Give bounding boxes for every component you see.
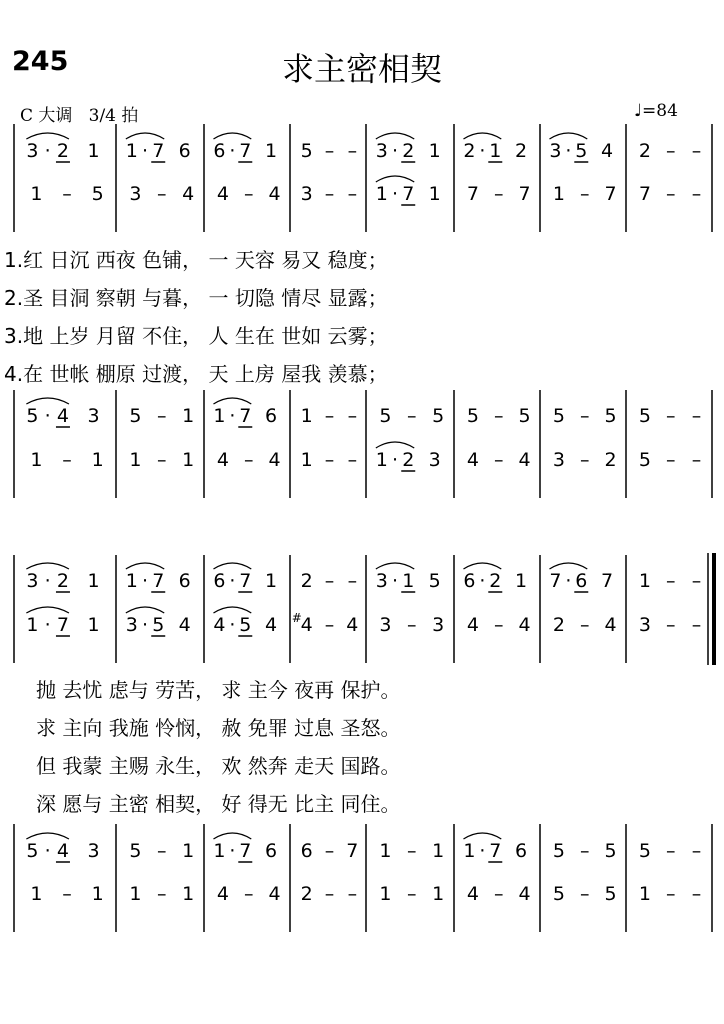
note-symbol: – (62, 183, 72, 205)
note-symbol: – (157, 840, 167, 862)
slur (26, 607, 69, 613)
note-symbol: 6 (265, 405, 278, 427)
note-symbol: 4 (182, 183, 195, 205)
note-symbol: – (665, 614, 676, 636)
note-symbol: – (579, 614, 590, 636)
note-symbol: 4 (601, 140, 614, 162)
note-symbol: – (243, 183, 254, 205)
note-symbol: 1 (30, 883, 43, 905)
note-symbol: · (142, 140, 149, 162)
note-symbol: 5 (152, 614, 165, 636)
note-symbol: 4 (56, 840, 70, 862)
note-symbol: 3 (125, 614, 138, 636)
verse-4-line-a: 4.在 世帐 棚原 过渡， 天 上房 屋我 羡慕； (4, 362, 388, 386)
note-symbol: 1 (87, 614, 100, 636)
note-symbol: 1 (125, 570, 138, 592)
note-symbol: 1 (182, 405, 195, 427)
hymn-number: 245 (12, 46, 69, 77)
note-symbol: 3 (129, 183, 142, 205)
note-symbol: · (229, 405, 236, 427)
note-symbol: 4 (518, 449, 531, 471)
time-signature: 3/4 拍 (88, 106, 139, 126)
note-symbol: 1 (432, 840, 445, 862)
note-symbol: 1 (300, 449, 313, 471)
note-symbol: 1 (552, 183, 565, 205)
slur (213, 833, 251, 839)
note-symbol: 2 (56, 140, 70, 162)
slur (213, 563, 251, 569)
note-symbol: 5 (638, 405, 651, 427)
note-symbol: 3 (26, 140, 39, 162)
quarter-note-icon: ♩ (634, 101, 643, 121)
key-signature: C 大调 (20, 106, 73, 126)
note-symbol: – (579, 183, 590, 205)
note-symbol: · (142, 570, 149, 592)
note-symbol: – (324, 614, 335, 636)
note-symbol: 1 (379, 883, 392, 905)
note-symbol: · (229, 140, 236, 162)
note-symbol: · (479, 570, 486, 592)
note-symbol: 1 (129, 883, 142, 905)
note-symbol: 1 (182, 449, 195, 471)
note-symbol: – (324, 570, 335, 592)
note-symbol: – (691, 840, 702, 862)
note-symbol: – (665, 883, 676, 905)
note-symbol: 7 (239, 840, 252, 862)
slur (376, 442, 414, 448)
note-symbol: – (691, 183, 702, 205)
note-symbol: 1 (91, 449, 104, 471)
note-symbol: – (324, 449, 335, 471)
note-symbol: 3 (87, 405, 100, 427)
note-symbol: 1 (265, 140, 278, 162)
note-symbol: 4 (466, 883, 479, 905)
slur (213, 607, 251, 613)
note-symbol: 7 (549, 570, 562, 592)
note-symbol: 1 (213, 840, 226, 862)
note-symbol: 4 (216, 183, 229, 205)
slur (463, 833, 501, 839)
note-symbol: 3 (26, 570, 39, 592)
verse-3-line-a: 3.地 上岁 月留 不住， 人 生在 世如 云雾； (4, 324, 388, 348)
note-symbol: 4 (268, 183, 281, 205)
note-symbol: 4 (56, 405, 70, 427)
note-symbol: 5 (91, 183, 104, 205)
note-symbol: – (493, 183, 504, 205)
note-symbol: – (665, 449, 676, 471)
slur (126, 607, 164, 613)
note-symbol: · (392, 183, 399, 205)
note-symbol: 1 (87, 140, 100, 162)
verse-4-line-b: 深 愿与 主密 相契， 好 得无 比主 同住。 (36, 792, 401, 816)
note-symbol: · (479, 840, 486, 862)
note-symbol: 3 (638, 614, 651, 636)
slur (213, 398, 251, 404)
note-symbol: 5 (552, 405, 565, 427)
note-symbol: – (324, 840, 335, 862)
note-symbol: 7 (638, 183, 651, 205)
note-symbol: 2 (402, 140, 415, 162)
verse-2-line-a: 2.圣 目洞 察朝 与暮， 一 切隐 情尽 显露； (4, 286, 388, 310)
note-symbol: 7 (239, 570, 252, 592)
note-symbol: – (665, 140, 676, 162)
note-symbol: 5 (129, 840, 142, 862)
note-symbol: 5 (604, 840, 617, 862)
slur (26, 398, 69, 404)
note-symbol: – (665, 570, 676, 592)
note-symbol: 2 (552, 614, 565, 636)
note-symbol: 5 (638, 840, 651, 862)
note-symbol: – (665, 183, 676, 205)
note-symbol: 3 (300, 183, 313, 205)
note-symbol: – (243, 449, 254, 471)
note-symbol: 4 (268, 449, 281, 471)
note-symbol: – (324, 883, 335, 905)
note-symbol: – (691, 570, 702, 592)
note-symbol: – (579, 405, 590, 427)
note-symbol: 2 (638, 140, 651, 162)
note-symbol: – (493, 405, 504, 427)
note-symbol: · (44, 840, 51, 862)
slur (126, 563, 164, 569)
note-symbol: 2 (402, 449, 415, 471)
note-symbol: 5 (428, 570, 441, 592)
note-symbol: 1 (300, 405, 313, 427)
tempo-value: 84 (656, 101, 678, 121)
note-symbol: 4 (213, 614, 226, 636)
hymn-title: 求主密相契 (281, 50, 442, 88)
note-symbol: 6 (463, 570, 476, 592)
note-symbol: – (691, 614, 702, 636)
note-symbol: · (392, 449, 399, 471)
note-symbol: 4 (604, 614, 617, 636)
note-symbol: 3 (379, 614, 392, 636)
note-symbol: 4 (216, 883, 229, 905)
note-symbol: – (665, 405, 676, 427)
note-symbol: · (229, 840, 236, 862)
slur (26, 833, 69, 839)
note-symbol: – (62, 449, 72, 471)
verse-1-line-a: 1.红 日沉 西夜 色铺， 一 天容 易又 稳度； (4, 248, 388, 272)
note-symbol: · (44, 140, 51, 162)
slur (213, 133, 251, 139)
note-symbol: 2 (56, 570, 70, 592)
note-symbol: 2 (515, 140, 528, 162)
note-symbol: 7 (239, 140, 252, 162)
note-symbol: 3 (87, 840, 100, 862)
note-symbol: · (565, 140, 572, 162)
note-symbol: 7 (489, 840, 502, 862)
note-symbol: · (44, 614, 51, 636)
note-symbol: 5 (239, 614, 252, 636)
note-symbol: – (407, 840, 417, 862)
note-symbol: 1 (87, 570, 100, 592)
note-symbol: 7 (152, 570, 165, 592)
note-symbol: 1 (638, 570, 651, 592)
sharp-accidental: # (291, 611, 302, 625)
note-symbol: 4 (178, 614, 191, 636)
note-symbol: – (691, 405, 702, 427)
note-symbol: 6 (300, 840, 313, 862)
note-symbol: – (407, 883, 417, 905)
note-symbol: 1 (379, 840, 392, 862)
note-symbol: 7 (466, 183, 479, 205)
note-symbol: 5 (638, 449, 651, 471)
note-symbol: – (579, 883, 590, 905)
note-symbol: 6 (265, 840, 278, 862)
note-symbol: – (157, 449, 167, 471)
note-symbol: 6 (213, 140, 226, 162)
note-symbol: 1 (463, 840, 476, 862)
note-symbol: 5 (129, 405, 142, 427)
note-symbol: 1 (30, 183, 43, 205)
note-symbol: 1 (428, 140, 441, 162)
note-symbol: – (347, 183, 358, 205)
note-symbol: 4 (518, 614, 531, 636)
note-symbol: 1 (489, 140, 502, 162)
note-symbol: – (691, 449, 702, 471)
note-symbol: 4 (466, 449, 479, 471)
note-symbol: 4 (216, 449, 229, 471)
note-symbol: 7 (518, 183, 531, 205)
note-symbol: 5 (379, 405, 392, 427)
slur (463, 563, 501, 569)
note-symbol: 1 (213, 405, 226, 427)
note-symbol: · (229, 570, 236, 592)
note-symbol: – (157, 405, 167, 427)
note-symbol: 6 (178, 140, 191, 162)
note-symbol: 5 (300, 140, 313, 162)
note-symbol: 7 (239, 405, 252, 427)
verse-2-line-b: 求 主向 我施 怜悯， 赦 免罪 过息 圣怒。 (36, 716, 401, 740)
note-symbol: · (44, 570, 51, 592)
note-symbol: 1 (375, 449, 388, 471)
note-symbol: – (691, 883, 702, 905)
note-symbol: 5 (432, 405, 445, 427)
note-symbol: 5 (604, 405, 617, 427)
note-symbol: · (392, 140, 399, 162)
note-symbol: 1 (428, 183, 441, 205)
note-symbol: · (142, 614, 149, 636)
note-symbol: – (691, 140, 702, 162)
note-symbol: 7 (402, 183, 415, 205)
slur (376, 176, 414, 182)
note-symbol: 3 (375, 570, 388, 592)
note-symbol: 1 (638, 883, 651, 905)
note-symbol: 6 (213, 570, 226, 592)
note-symbol: 6 (575, 570, 588, 592)
note-symbol: 1 (375, 183, 388, 205)
note-symbol: – (665, 840, 676, 862)
verse-1-line-b: 抛 去忧 虑与 劳苦， 求 主今 夜再 保护。 (36, 678, 401, 702)
note-symbol: 1 (182, 883, 195, 905)
note-symbol: 5 (604, 883, 617, 905)
verse-3-line-b: 但 我蒙 主赐 永生， 欢 然奔 走天 国路。 (36, 754, 401, 778)
note-symbol: 4 (268, 883, 281, 905)
note-symbol: 5 (466, 405, 479, 427)
note-symbol: 7 (346, 840, 359, 862)
note-symbol: 4 (466, 614, 479, 636)
note-symbol: – (579, 449, 590, 471)
note-symbol: – (347, 405, 358, 427)
note-symbol: 7 (601, 570, 614, 592)
slur (549, 563, 587, 569)
note-symbol: 1 (125, 140, 138, 162)
note-symbol: · (44, 405, 51, 427)
note-symbol: 4 (265, 614, 278, 636)
note-symbol: 3 (375, 140, 388, 162)
note-symbol: – (493, 883, 504, 905)
note-symbol: – (324, 405, 335, 427)
note-symbol: 2 (463, 140, 476, 162)
note-symbol: 5 (26, 840, 39, 862)
slur (549, 133, 587, 139)
note-symbol: – (493, 449, 504, 471)
note-symbol: 1 (182, 840, 195, 862)
note-symbol: 3 (549, 140, 562, 162)
note-symbol: – (347, 570, 358, 592)
slur (376, 563, 414, 569)
slur (26, 133, 69, 139)
note-symbol: · (392, 570, 399, 592)
note-symbol: 1 (30, 449, 43, 471)
note-symbol: – (579, 840, 590, 862)
note-symbol: 6 (178, 570, 191, 592)
note-symbol: 1 (402, 570, 415, 592)
note-symbol: – (347, 449, 358, 471)
note-symbol: 4 (300, 614, 313, 636)
note-symbol: 1 (91, 883, 104, 905)
tempo-equals: = (642, 101, 657, 121)
note-symbol: – (407, 614, 417, 636)
note-symbol: 1 (26, 614, 39, 636)
note-symbol: – (157, 183, 167, 205)
note-symbol: 5 (552, 840, 565, 862)
note-symbol: 4 (518, 883, 531, 905)
note-symbol: 3 (428, 449, 441, 471)
note-symbol: – (157, 883, 167, 905)
note-symbol: 3 (552, 449, 565, 471)
note-symbol: – (243, 883, 254, 905)
note-symbol: – (324, 183, 335, 205)
note-symbol: 2 (300, 570, 313, 592)
note-symbol: – (324, 140, 335, 162)
note-symbol: · (229, 614, 236, 636)
note-symbol: 2 (489, 570, 502, 592)
note-symbol: 1 (515, 570, 528, 592)
note-symbol: 1 (265, 570, 278, 592)
note-symbol: 1 (432, 883, 445, 905)
note-symbol: 5 (26, 405, 39, 427)
note-symbol: 1 (129, 449, 142, 471)
note-symbol: – (62, 883, 72, 905)
note-symbol: 2 (300, 883, 313, 905)
slur (126, 133, 164, 139)
slur (26, 563, 69, 569)
slur (376, 133, 414, 139)
note-symbol: – (347, 140, 358, 162)
note-symbol: 7 (56, 614, 70, 636)
note-symbol: 2 (604, 449, 617, 471)
note-symbol: 7 (152, 140, 165, 162)
note-symbol: – (407, 405, 417, 427)
note-symbol: 3 (432, 614, 445, 636)
note-symbol: · (479, 140, 486, 162)
note-symbol: 5 (575, 140, 588, 162)
slur (463, 133, 501, 139)
note-symbol: 5 (518, 405, 531, 427)
note-symbol: 6 (515, 840, 528, 862)
note-symbol: · (565, 570, 572, 592)
note-symbol: 7 (604, 183, 617, 205)
note-symbol: – (347, 883, 358, 905)
note-symbol: 5 (552, 883, 565, 905)
note-symbol: 4 (346, 614, 359, 636)
note-symbol: – (493, 614, 504, 636)
